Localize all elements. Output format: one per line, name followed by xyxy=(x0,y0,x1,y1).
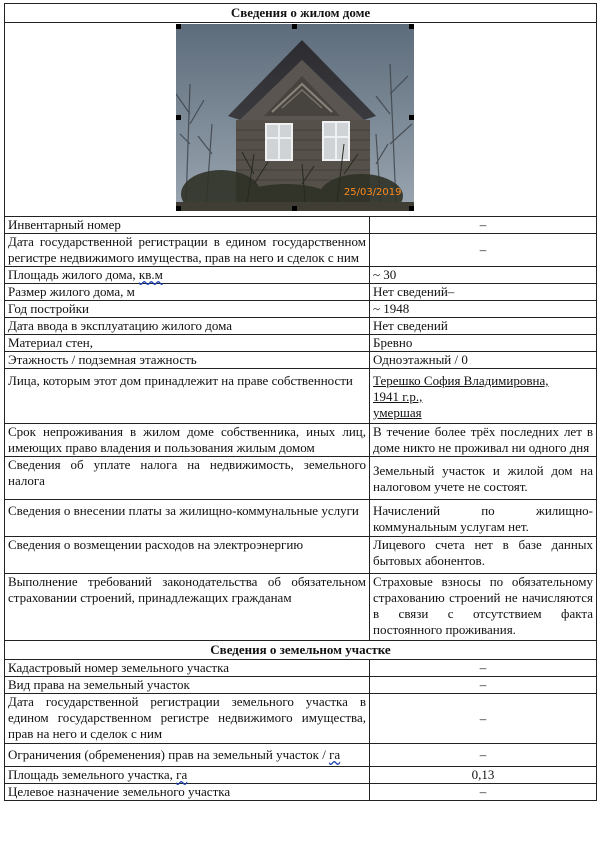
row-label: Размер жилого дома, м xyxy=(5,284,370,301)
row-value: ~ 1948 xyxy=(370,301,597,318)
photo-cell xyxy=(5,23,597,217)
table-row xyxy=(5,574,597,641)
row-label: Дата государственной регистрации земельного участка в едином государственном регистре недвижимого имущества, прав на него и сделок с ним xyxy=(5,694,370,744)
table-row xyxy=(5,318,597,335)
resize-handle-top-left[interactable] xyxy=(176,24,181,29)
row-value: Страховые взносы по обязательному страхованию строений не начисляются в связи с отсутствием факта постоянного проживания. xyxy=(370,574,597,641)
row-label-unit: га xyxy=(176,767,188,782)
table-row xyxy=(5,267,597,284)
row-value: Нет сведений xyxy=(370,318,597,335)
row-label: Выполнение требований законодательства об обязательном страховании строений, принадлежащих гражданам xyxy=(5,574,370,641)
row-value: Одноэтажный / 0 xyxy=(370,352,597,369)
row-value: – xyxy=(370,677,597,694)
row-label-text: Ограничения (обременения) прав на земельный участок / xyxy=(8,747,330,762)
row-value: – xyxy=(370,217,597,234)
resize-handle-bottom[interactable] xyxy=(292,206,297,211)
row-label: Год постройки xyxy=(5,301,370,318)
resize-handle-left[interactable] xyxy=(176,115,181,120)
row-value: Начислений по жилищно-коммунальным услугам нет. xyxy=(370,500,597,537)
table-row xyxy=(5,234,597,267)
owner-birth-year: 1941 г.р., xyxy=(373,389,423,404)
row-value: – xyxy=(370,234,597,267)
row-label xyxy=(5,767,370,784)
row-label-text: Площадь земельного участка, xyxy=(8,767,177,782)
photo-date-stamp: 25/03/2019 xyxy=(343,187,402,198)
row-label: Срок непроживания в жилом доме собственника, иных лиц, имеющих право владения и пользования жилым домом xyxy=(5,424,370,457)
table-row xyxy=(5,677,597,694)
row-label: Сведения о возмещении расходов на электроэнергию xyxy=(5,537,370,574)
table-row xyxy=(5,744,597,767)
row-value xyxy=(370,369,597,424)
row-value: 0,13 xyxy=(370,767,597,784)
owner-status: умершая xyxy=(373,405,422,420)
row-label: Инвентарный номер xyxy=(5,217,370,234)
row-label: Вид права на земельный участок xyxy=(5,677,370,694)
house-photo-image xyxy=(176,24,414,211)
house-photo[interactable] xyxy=(176,24,414,211)
row-label-unit: га xyxy=(329,747,341,762)
table-row xyxy=(5,500,597,537)
row-label: Сведения о внесении платы за жилищно-коммунальные услуги xyxy=(5,500,370,537)
row-value: Земельный участок и жилой дом на налоговом учете не состоят. xyxy=(370,457,597,500)
land-section-header xyxy=(5,641,597,660)
land-section-title: Сведения о земельном участке xyxy=(5,641,597,660)
house-section-title: Сведения о жилом доме xyxy=(5,4,597,23)
table-row xyxy=(5,457,597,500)
row-label: Этажность / подземная этажность xyxy=(5,352,370,369)
row-value: Лицевого счета нет в базе данных бытовых абонентов. xyxy=(370,537,597,574)
owner-name: Терешко София Владимировна, xyxy=(373,373,549,388)
row-value: Бревно xyxy=(370,335,597,352)
row-value: – xyxy=(370,784,597,801)
row-value: – xyxy=(370,694,597,744)
row-value: – xyxy=(370,660,597,677)
row-label: Сведения об уплате налога на недвижимость, земельного налога xyxy=(5,457,370,500)
table-row xyxy=(5,767,597,784)
table-row xyxy=(5,335,597,352)
table-row xyxy=(5,694,597,744)
row-value: В течение более трёх последних лет в доме никто не проживал ни одного дня xyxy=(370,424,597,457)
row-label: Дата ввода в эксплуатацию жилого дома xyxy=(5,318,370,335)
row-label-text: Площадь жилого дома, xyxy=(8,267,139,282)
table-row xyxy=(5,217,597,234)
row-label: Лица, которым этот дом принадлежит на праве собственности xyxy=(5,369,370,424)
table-row xyxy=(5,660,597,677)
row-value: Нет сведений– xyxy=(370,284,597,301)
resize-handle-right[interactable] xyxy=(409,115,414,120)
row-value: ~ 30 xyxy=(370,267,597,284)
resize-handle-bottom-right[interactable] xyxy=(409,206,414,211)
table-row xyxy=(5,537,597,574)
property-info-table xyxy=(4,3,597,801)
table-row xyxy=(5,424,597,457)
row-label: Кадастровый номер земельного участка xyxy=(5,660,370,677)
resize-handle-top-right[interactable] xyxy=(409,24,414,29)
table-row xyxy=(5,352,597,369)
resize-handle-top[interactable] xyxy=(292,24,297,29)
row-value: – xyxy=(370,744,597,767)
table-row xyxy=(5,784,597,801)
table-row xyxy=(5,284,597,301)
house-section-header xyxy=(5,4,597,23)
photo-row xyxy=(5,23,597,217)
table-row xyxy=(5,369,597,424)
row-label: Материал стен, xyxy=(5,335,370,352)
row-label-unit: кв.м xyxy=(138,267,163,282)
table-row xyxy=(5,301,597,318)
row-label: Дата государственной регистрации в едином государственном регистре недвижимого имущества, прав на него и сделок с ним xyxy=(5,234,370,267)
row-label: Целевое назначение земельного участка xyxy=(5,784,370,801)
resize-handle-bottom-left[interactable] xyxy=(176,206,181,211)
row-label xyxy=(5,267,370,284)
row-label xyxy=(5,744,370,767)
